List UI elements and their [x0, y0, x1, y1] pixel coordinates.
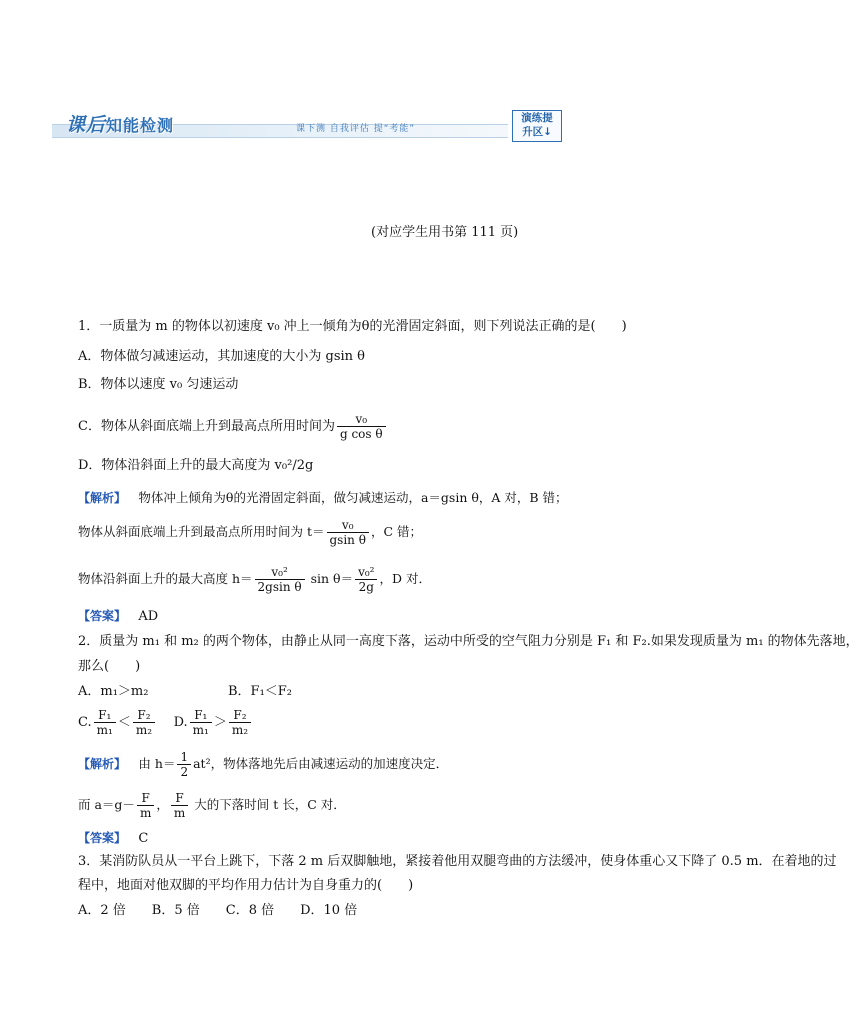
answer-label: 【答案】: [78, 609, 127, 623]
q1-stem: 1．一质量为 m 的物体以初速度 v₀ 冲上一倾角为θ的光滑固定斜面，则下列说法正确的是( ): [78, 319, 627, 334]
q2-option-c-prefix: C.: [78, 715, 92, 730]
fraction-numerator: F: [137, 791, 154, 806]
q1-answer-line: [78, 607, 158, 626]
fraction-numerator: F₁: [190, 708, 212, 723]
q1-analysis-line-2: [78, 518, 422, 547]
section-subtitle: 课下测 自我评估 提“考能”: [296, 124, 416, 134]
fraction-numerator: F₁: [94, 708, 116, 723]
q1-option-a: A．物体做匀减速运动，其加速度的大小为 gsin θ: [78, 349, 366, 364]
section-title-big: 课后: [66, 114, 107, 136]
q1-analysis-line-3: [78, 565, 431, 594]
q1-option-c-fraction: [337, 412, 386, 441]
q1-option-c: [78, 412, 388, 441]
fraction-denominator: m₂: [135, 723, 153, 737]
q2-option-d-prefix: D.: [173, 715, 188, 730]
q1-answer: AD: [138, 609, 159, 624]
q2-analysis-line-1: [78, 750, 448, 779]
q2-option-c-operator: ＜: [117, 715, 131, 730]
q2-option-d-operator: ＞: [213, 715, 227, 730]
q1-analysis-3-post: ，D 对．: [379, 571, 431, 586]
q2-options-cd: [78, 708, 253, 737]
q2-stem-line-1: 2．质量为 m₁ 和 m₂ 的两个物体，由静止从同一高度下落，运动中所受的空气阻力分别是 F₁ 和 F₂.如果发现质量为 m₁ 的物体先落地，: [78, 634, 859, 649]
fraction-numerator: v₀: [337, 412, 386, 427]
fraction-denominator: 2: [180, 765, 189, 779]
answer-label: 【答案】: [78, 831, 127, 845]
q2-option-c-fraction-1: [94, 708, 116, 737]
fraction-denominator: gsin θ: [329, 533, 366, 547]
q1-analysis-3-mid: sin θ＝: [310, 571, 354, 586]
q1-analysis-text-1: 物体冲上倾角为θ的光滑固定斜面，做匀减速运动，a＝gsin θ，A 对，B 错；: [138, 490, 568, 505]
fraction-denominator: m: [173, 806, 186, 820]
fraction-numerator: F: [171, 791, 188, 806]
fraction-numerator: v₀²: [255, 565, 305, 580]
q2-analysis-1-fraction: [177, 750, 191, 779]
q2-option-b: B．F₁＜F₂: [228, 684, 293, 699]
badge-line-2: 升区↓: [522, 126, 552, 138]
fraction-numerator: v₀²: [355, 565, 377, 580]
fraction-denominator: m₁: [192, 723, 209, 737]
fraction-denominator: g cos θ: [339, 427, 383, 441]
q3-stem-line-1: 3．某消防队员从一平台上跳下，下落 2 m 后双脚触地，紧接着他用双腿弯曲的方法缓冲，使身体重心又下降了 0.5 m．在着地的过: [78, 854, 837, 869]
q1-analysis-2-fraction: [327, 518, 369, 547]
q1-analysis-3-pre: 物体沿斜面上升的最大高度 h＝: [78, 571, 253, 586]
q1-analysis-3-fraction-2: [355, 565, 377, 594]
fraction-numerator: F₂: [133, 708, 155, 723]
q1-option-c-text: C．物体从斜面底端上升到最高点所用时间为: [78, 419, 335, 434]
fraction-denominator: m: [139, 806, 152, 820]
q2-option-a: A．m₁＞m₂: [78, 684, 149, 699]
q2-analysis-2-fraction-2: [171, 791, 188, 820]
q1-analysis-2-pre: 物体从斜面底端上升到最高点所用时间为 t＝: [78, 524, 325, 539]
badge-line-1: 演练提: [521, 112, 553, 124]
fraction-denominator: m₁: [96, 723, 113, 737]
q2-analysis-2-mid: ，: [156, 797, 169, 812]
fraction-denominator: 2gsin θ: [257, 580, 302, 594]
q2-option-d-fraction-2: [229, 708, 251, 737]
practice-zone-badge: [512, 110, 562, 142]
fraction-numerator: F₂: [229, 708, 251, 723]
q2-stem-line-2: 那么( ): [78, 659, 141, 674]
q2-option-c-fraction-2: [133, 708, 155, 737]
q1-analysis-2-post: ，C 错；: [370, 524, 422, 539]
q2-answer: C: [138, 831, 149, 846]
q3-options: A．2 倍 B．5 倍 C．8 倍 D．10 倍: [78, 903, 358, 918]
q1-option-d: D．物体沿斜面上升的最大高度为 v₀²/2g: [78, 458, 314, 473]
q2-analysis-1-post: at²，物体落地先后由减速运动的加速度决定．: [193, 756, 449, 771]
q2-analysis-2-post: 大的下落时间 t 长，C 对．: [194, 797, 346, 812]
fraction-denominator: 2g: [358, 580, 374, 594]
q2-option-d-fraction-1: [190, 708, 212, 737]
q2-analysis-2-fraction-1: [137, 791, 154, 820]
fraction-denominator: m₂: [231, 723, 249, 737]
q1-analysis-3-fraction-1: [255, 565, 305, 594]
q2-analysis-line-2: [78, 791, 346, 820]
q2-analysis-2-pre: 而 a＝g－: [78, 797, 135, 812]
q3-stem-line-2: 程中，地面对他双脚的平均作用力估计为自身重力的( ): [78, 878, 414, 893]
q2-answer-line: [78, 829, 148, 848]
q2-analysis-1-pre: 由 h＝: [138, 756, 176, 771]
page-reference: (对应学生用书第 111 页): [371, 225, 519, 240]
analysis-label: 【解析】: [78, 491, 127, 505]
analysis-label: 【解析】: [78, 757, 127, 771]
q1-analysis-line-1: [78, 489, 568, 508]
q1-option-b: B．物体以速度 v₀ 匀速运动: [78, 377, 239, 392]
section-title: [66, 110, 174, 138]
fraction-numerator: 1: [177, 750, 191, 765]
fraction-numerator: v₀: [327, 518, 369, 533]
section-title-small: 知能检测: [106, 116, 175, 135]
